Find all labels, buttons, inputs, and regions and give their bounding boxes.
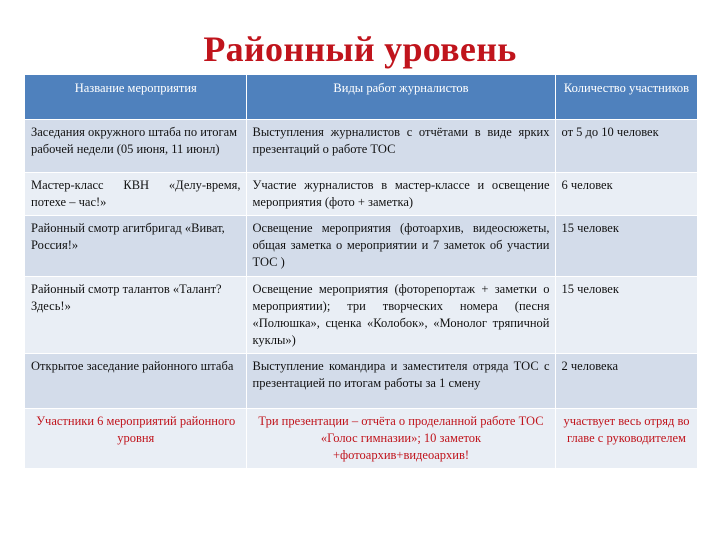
count-cell: 6 человек xyxy=(555,173,697,216)
column-header-event: Название мероприятия xyxy=(25,75,246,120)
event-cell: Открытое заседание районного штаба xyxy=(25,354,246,409)
summary-event-cell: Участники 6 мероприятий районного уровня xyxy=(25,409,246,469)
table-row xyxy=(25,173,697,216)
page-title: Районный уровень xyxy=(203,29,517,69)
work-cell: Участие журналистов в мастер-классе и освещение мероприятия (фото + заметка) xyxy=(246,173,555,216)
column-header-work: Виды работ журналистов xyxy=(246,75,555,120)
work-cell: Освещение мероприятия (фотоархив, видеосюжеты, общая заметка о мероприятии и 7 заметок об участии ТОС ) xyxy=(246,216,555,277)
event-cell: Районный смотр талантов «Талант? Здесь!» xyxy=(25,277,246,354)
summary-count-cell: участвует весь отряд во главе с руководителем xyxy=(555,409,697,469)
event-cell: Районный смотр агитбригад «Виват, Россия!» xyxy=(25,216,246,277)
count-cell: от 5 до 10 человек xyxy=(555,120,697,173)
count-cell: 15 человек xyxy=(555,277,697,354)
column-header-count: Количество участников xyxy=(555,75,697,120)
work-cell: Освещение мероприятия (фоторепортаж + заметки о мероприятии); три творческих номера (песня «Полюшка», сценка «Колобок», «Монолог тряпичной куклы») xyxy=(246,277,555,354)
event-cell: Мастер-класс КВН «Делу-время, потехе – час!» xyxy=(25,173,246,216)
table-row xyxy=(25,354,697,409)
events-table xyxy=(25,75,698,469)
event-cell: Заседания окружного штаба по итогам рабочей недели (05 июня, 11 июнл) xyxy=(25,120,246,173)
table-header-row xyxy=(25,75,697,120)
work-cell: Выступления журналистов с отчётами в виде ярких презентаций о работе ТОС xyxy=(246,120,555,173)
table-row xyxy=(25,120,697,173)
count-cell: 2 человека xyxy=(555,354,697,409)
summary-row xyxy=(25,409,697,469)
summary-work-cell: Три презентации – отчёта о проделанной работе ТОС «Голос гимназии»; 10 заметок +фотоархив+видеоархив! xyxy=(246,409,555,469)
work-cell: Выступление командира и заместителя отряда ТОС с презентацией по итогам работы за 1 смену xyxy=(246,354,555,409)
count-cell: 15 человек xyxy=(555,216,697,277)
table-row xyxy=(25,277,697,354)
table-row xyxy=(25,216,697,277)
